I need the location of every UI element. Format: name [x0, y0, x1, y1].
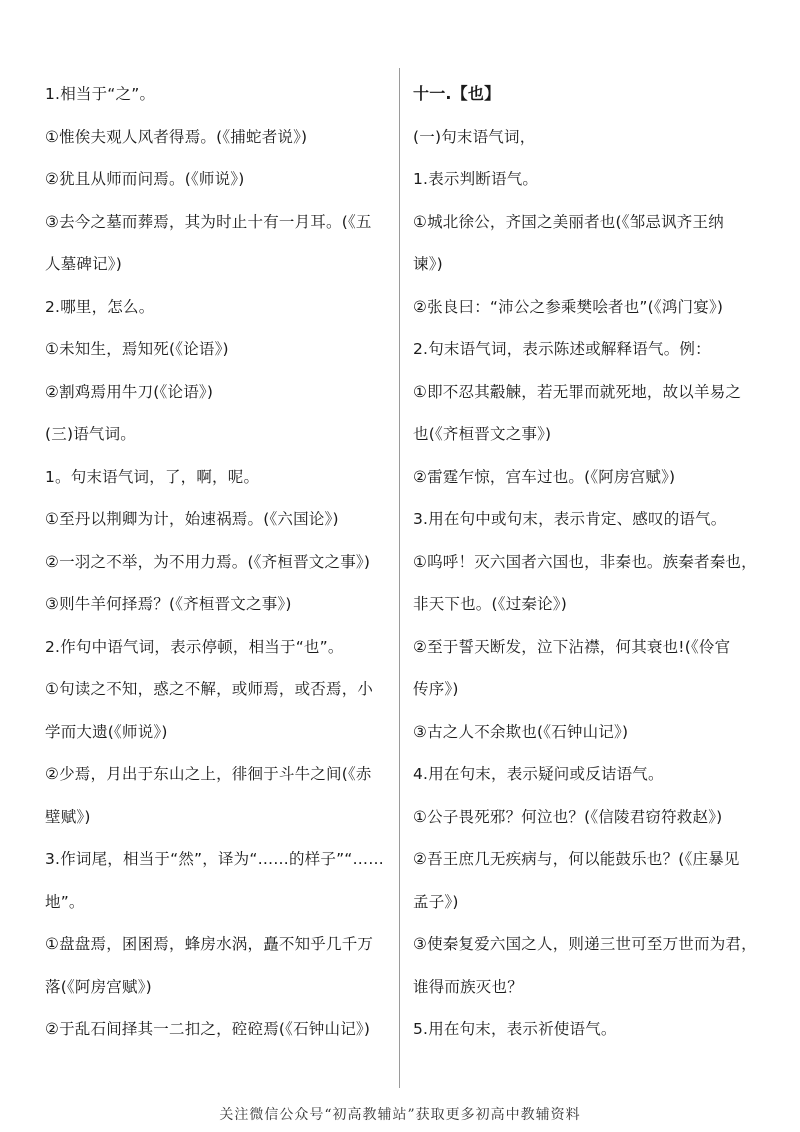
right-line-18: ②吾王庶几无疾病与，何以能鼓乐也？(《庄暴见 [413, 850, 740, 868]
right-line-17: ①公子畏死邪？何泣也？(《信陵君窃符救赵》) [413, 807, 723, 826]
left-line-17: ②少焉，月出于东山之上，徘徊于斗牛之间(《赤 [45, 765, 372, 783]
right-line-12: 非天下也。(《过秦论》) [413, 595, 567, 613]
left-line-16: 学而大遗(《师说》) [45, 722, 168, 741]
left-line-23: ②于乱石间择其一二扣之，硿硿焉(《石钟山记》) [45, 1020, 371, 1038]
right-line-7: ①即不忍其觳觫，若无罪而就死地，故以羊易之 [413, 382, 742, 401]
left-line-14: 2.作句中语气词，表示停顿，相当于“也”。 [45, 637, 344, 656]
left-line-15: ①句读之不知，惑之不解，或师焉，或否焉，小 [45, 680, 374, 698]
right-line-19: 孟子》) [413, 892, 459, 911]
left-line-21: ①盘盘焉，囷囷焉，蜂房水涡，矗不知乎几千万 [45, 935, 374, 953]
right-line-5: ②张良曰：“沛公之参乘樊哙者也”(《鸿门宴》) [413, 297, 724, 316]
left-line-2: ①惟俟夫观人风者得焉。(《捕蛇者说》) [45, 127, 308, 146]
right-column [413, 73, 758, 1051]
left-line-1: 1.相当于“之”。 [45, 85, 156, 103]
left-line-10: 1。句末语气词，了，啊，呢。 [45, 467, 260, 486]
right-line-3: ①城北徐公，齐国之美丽者也(《邹忌讽齐王纳 [413, 212, 724, 231]
left-line-12: ②一羽之不举，为不用力焉。(《齐桓晋文之事》) [45, 552, 371, 571]
left-line-22: 落(《阿房宫赋》) [45, 977, 152, 996]
right-line-22: 5.用在句末，表示祈使语气。 [413, 1020, 617, 1038]
left-line-19: 3.作词尾，相当于“然”，译为“……的样子”“…… [45, 850, 384, 868]
left-line-4: ③去今之墓而葬焉，其为时止十有一月耳。(《五 [45, 212, 372, 231]
left-column [45, 73, 390, 1051]
left-line-9: (三)语气词。 [45, 425, 136, 443]
section-heading: 十一.【也】 [413, 84, 501, 103]
left-line-3: ②犹且从师而问焉。(《师说》) [45, 170, 245, 188]
right-line-20: ③使秦复爱六国之人，则递三世可至万世而为君， [413, 935, 757, 953]
left-line-7: ①未知生，焉知死(《论语》) [45, 340, 229, 358]
right-line-13: ②至于誓天断发，泣下沾襟，何其衰也!(《伶官 [413, 637, 731, 656]
right-line-15: ③古之人不余欺也(《石钟山记》) [413, 722, 629, 741]
footer-note: 关注微信公众号“初高教辅站”获取更多初高中教辅资料 [219, 1107, 581, 1123]
right-line-6: 2.句末语气词，表示陈述或解释语气。例： [413, 340, 711, 358]
right-line-10: 3.用在句中或句末，表示肯定、感叹的语气。 [413, 510, 727, 528]
left-line-6: 2.哪里，怎么。 [45, 297, 155, 316]
right-line-14: 传序》) [413, 680, 459, 698]
right-line-8: 也(《齐桓晋文之事》) [413, 425, 552, 443]
right-line-21: 谁得而族灭也？ [413, 977, 523, 996]
column-divider [399, 68, 400, 1088]
right-line-1: (一)句末语气词， [413, 127, 536, 146]
right-line-4: 谏》) [413, 255, 443, 273]
right-line-16: 4.用在句末，表示疑问或反诘语气。 [413, 765, 664, 783]
left-line-20: 地”。 [45, 892, 85, 911]
right-line-11: ①呜呼！灭六国者六国也，非秦也。族秦者秦也， [413, 552, 757, 571]
right-line-2: 1.表示判断语气。 [413, 170, 539, 188]
left-line-11: ①至丹以荆卿为计，始速祸焉。(《六国论》) [45, 510, 339, 528]
right-line-9: ②雷霆乍惊，宫车过也。(《阿房宫赋》) [413, 467, 676, 486]
left-line-13: ③则牛羊何择焉？(《齐桓晋文之事》) [45, 595, 292, 613]
left-line-8: ②割鸡焉用牛刀(《论语》) [45, 382, 214, 401]
left-line-5: 人墓碑记》) [45, 255, 122, 273]
left-line-18: 壁赋》) [45, 807, 91, 826]
